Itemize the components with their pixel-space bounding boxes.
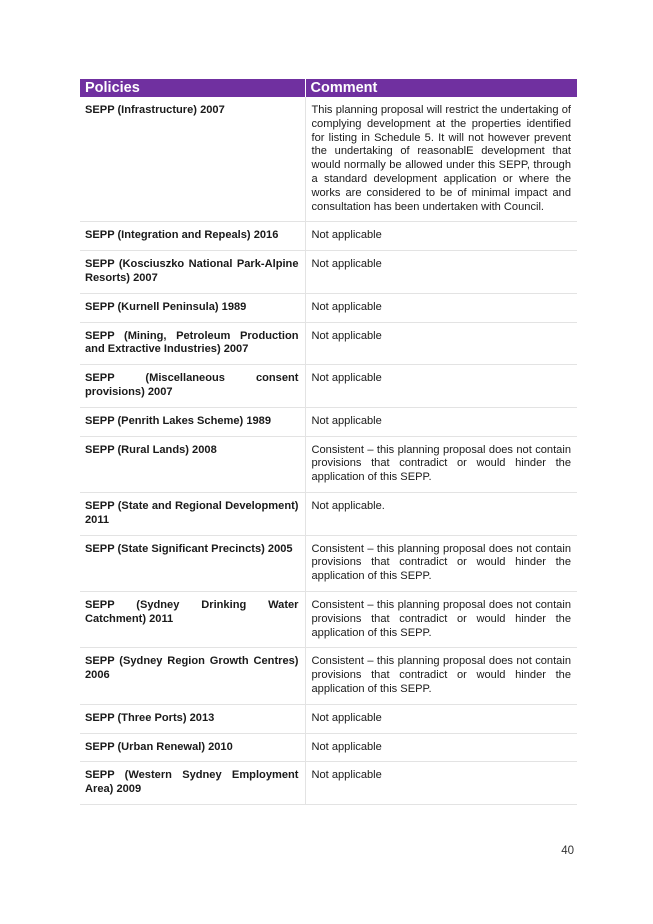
- page-number: 40: [561, 845, 574, 857]
- header-policies: Policies: [80, 79, 305, 97]
- policy-cell: SEPP (Sydney Region Growth Centres) 2006: [80, 648, 305, 704]
- policy-cell: SEPP (Kosciuszko National Park-Alpine Resorts) 2007: [80, 251, 305, 294]
- policy-cell: SEPP (State Significant Precincts) 2005: [80, 535, 305, 591]
- comment-cell: Not applicable: [305, 365, 577, 408]
- comment-cell: Not applicable: [305, 251, 577, 294]
- comment-cell: Consistent – this planning proposal does not contain provisions that contradict or would hinder the application of this SEPP.: [305, 648, 577, 704]
- comment-cell: Not applicable: [305, 293, 577, 322]
- table-row: [80, 293, 577, 322]
- table-row: [80, 535, 577, 591]
- comment-cell: Consistent – this planning proposal does not contain provisions that contradict or would hinder the application of this SEPP.: [305, 591, 577, 647]
- comment-cell: This planning proposal will restrict the undertaking of complying development at the properties identified for listing in Schedule 5. It will not however prevent the undertaking of reasonablE development that would normally be allowed under this SEPP, through a standard development application or where the works are considered to be of minimal impact and consultation has been undertaken with Council.: [305, 97, 577, 222]
- policy-cell: SEPP (Integration and Repeals) 2016: [80, 222, 305, 251]
- policy-cell: SEPP (Infrastructure) 2007: [80, 97, 305, 222]
- table-row: [80, 648, 577, 704]
- policy-table: [80, 79, 577, 805]
- comment-cell: Consistent – this planning proposal does not contain provisions that contradict or would hinder the application of this SEPP.: [305, 436, 577, 492]
- policy-cell: SEPP (Miscellaneous consent provisions) 2007: [80, 365, 305, 408]
- comment-cell: Not applicable: [305, 322, 577, 365]
- table-row: [80, 97, 577, 222]
- policy-cell: SEPP (Urban Renewal) 2010: [80, 733, 305, 762]
- comment-cell: Not applicable: [305, 733, 577, 762]
- comment-cell: Not applicable: [305, 407, 577, 436]
- policy-cell: SEPP (Rural Lands) 2008: [80, 436, 305, 492]
- table-row: [80, 492, 577, 535]
- policy-table-container: [80, 79, 577, 805]
- comment-cell: Not applicable: [305, 222, 577, 251]
- comment-cell: Not applicable.: [305, 492, 577, 535]
- policy-cell: SEPP (Mining, Petroleum Production and Extractive Industries) 2007: [80, 322, 305, 365]
- table-row: [80, 322, 577, 365]
- table-header-row: [80, 79, 577, 97]
- comment-cell: Consistent – this planning proposal does not contain provisions that contradict or would hinder the application of this SEPP.: [305, 535, 577, 591]
- comment-cell: Not applicable: [305, 762, 577, 805]
- table-row: [80, 436, 577, 492]
- header-comment: Comment: [305, 79, 577, 97]
- table-row: [80, 251, 577, 294]
- table-row: [80, 733, 577, 762]
- table-row: [80, 407, 577, 436]
- policy-cell: SEPP (Kurnell Peninsula) 1989: [80, 293, 305, 322]
- table-row: [80, 365, 577, 408]
- policy-cell: SEPP (Three Ports) 2013: [80, 704, 305, 733]
- policy-cell: SEPP (State and Regional Development) 2011: [80, 492, 305, 535]
- table-row: [80, 222, 577, 251]
- table-row: [80, 762, 577, 805]
- policy-cell: SEPP (Sydney Drinking Water Catchment) 2011: [80, 591, 305, 647]
- policy-cell: SEPP (Penrith Lakes Scheme) 1989: [80, 407, 305, 436]
- table-row: [80, 591, 577, 647]
- policy-cell: SEPP (Western Sydney Employment Area) 2009: [80, 762, 305, 805]
- table-row: [80, 704, 577, 733]
- comment-cell: Not applicable: [305, 704, 577, 733]
